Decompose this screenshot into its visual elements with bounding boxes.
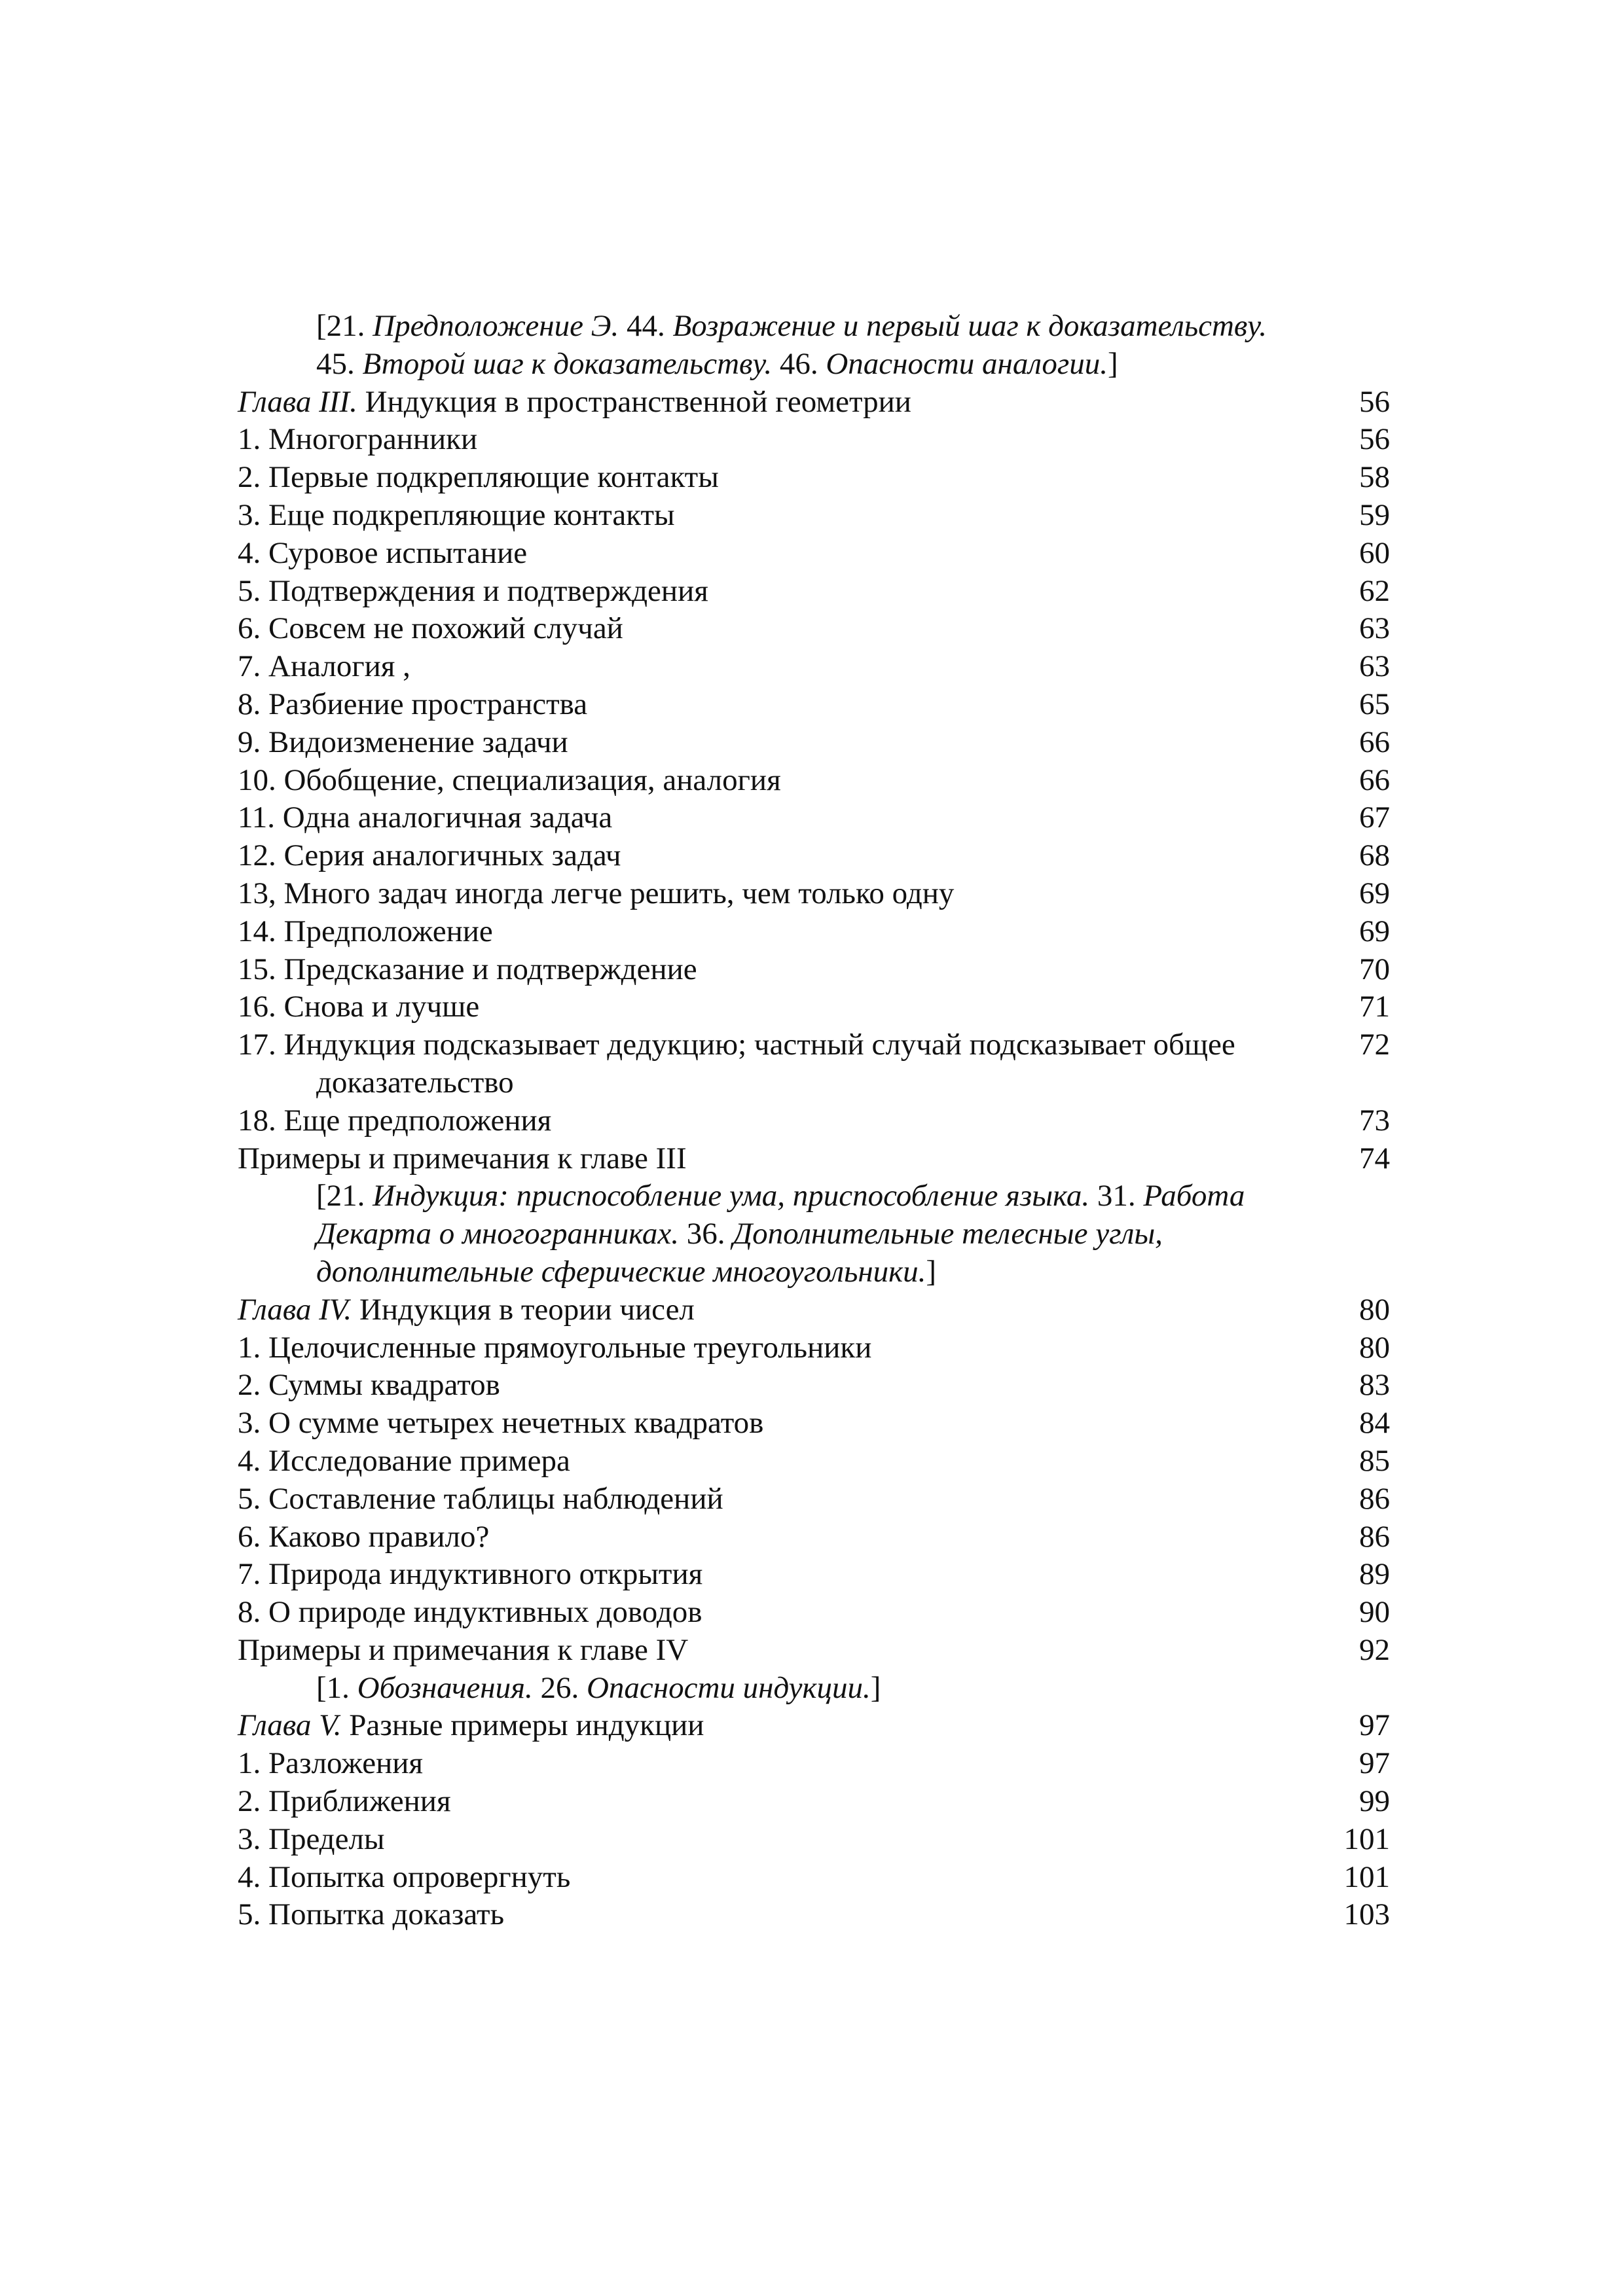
entry-title: 16. Снова и лучше: [238, 990, 480, 1024]
entry-title: 8. О природе индуктивных доводов: [238, 1595, 702, 1630]
entry-title: 5. Подтверждения и подтверждения: [238, 573, 708, 608]
entry-title: 1. Разложения: [238, 1746, 423, 1781]
page-number: 66: [1359, 725, 1390, 759]
page-number: 56: [1359, 422, 1390, 457]
chapter-name: Индукция в пространственной геометрии: [357, 384, 911, 419]
chapter-prefix: Глава III.: [238, 384, 357, 419]
page-number: 63: [1359, 611, 1390, 646]
toc-entry: [238, 1745, 1390, 1783]
entry-title: 1. Целочисленные прямоугольные треугольники: [238, 1330, 872, 1365]
chapter-5-heading: [238, 1707, 1390, 1745]
entry-title: 3. О сумме четырех нечетных квадратов: [238, 1406, 764, 1441]
entry-title: 5. Попытка доказать: [238, 1897, 505, 1932]
toc-entry: [238, 535, 1390, 573]
page-number: 99: [1359, 1784, 1390, 1819]
entry-title: 6. Каково правило?: [238, 1519, 490, 1554]
toc-entry: [238, 459, 1390, 497]
toc-entry: [238, 1594, 1390, 1632]
page-number: 63: [1359, 649, 1390, 684]
chapter-3-notes: [238, 1177, 1272, 1291]
note-text: ]: [1107, 346, 1118, 381]
page-number: 83: [1359, 1368, 1390, 1403]
page-number: 73: [1359, 1103, 1390, 1138]
toc-entry: [238, 988, 1390, 1026]
entry-title: 14. Предположение: [238, 914, 493, 948]
page-number: 89: [1359, 1557, 1390, 1592]
entry-title: 7. Природа индуктивного открытия: [238, 1557, 703, 1592]
page-number: 58: [1359, 460, 1390, 495]
chapter-prefix: Глава IV.: [238, 1292, 352, 1327]
chapter-4-notes: [238, 1670, 1272, 1708]
entry-title: 7. Аналогия ,: [238, 649, 410, 684]
chapter-title: [238, 1707, 1213, 1745]
toc-entry: [238, 1859, 1390, 1897]
page-number: 103: [1343, 1897, 1390, 1932]
toc-entry: [238, 875, 1390, 913]
entry-title: 6. Совсем не похожий случай: [238, 611, 623, 646]
toc-entry: [238, 421, 1390, 459]
entry-title: 4. Суровое испытание: [238, 535, 528, 570]
note-italic: Дополнительные телесные углы, дополнительные сферические многоугольники.: [316, 1217, 1163, 1289]
entry-title: 10. Обобщение, специализация, аналогия: [238, 762, 781, 797]
note-italic: Опасности аналогии.: [826, 346, 1108, 381]
entry-title: 4. Попытка опровергнуть: [238, 1859, 571, 1894]
chapter-name: Индукция в теории чисел: [352, 1292, 695, 1327]
note-text: ]: [926, 1254, 937, 1289]
page-number: 69: [1359, 876, 1390, 910]
page-number: 60: [1359, 535, 1390, 570]
chapter-prefix: Глава V.: [238, 1708, 342, 1743]
note-text: 45.: [316, 346, 363, 381]
entry-title: 1. Многогранники: [238, 422, 478, 457]
toc-entry: [238, 1329, 1390, 1367]
toc-entry: [238, 951, 1390, 989]
page-number: 101: [1343, 1859, 1390, 1894]
entry-title: 2. Приближения: [238, 1784, 451, 1819]
toc-entry: [238, 837, 1390, 875]
page-number: 86: [1359, 1519, 1390, 1554]
note-text: 36.: [679, 1217, 733, 1251]
note-italic: Предположение Э.: [373, 309, 619, 343]
page-number: 80: [1359, 1330, 1390, 1365]
entry-title: Примеры и примечания к главе IV: [238, 1632, 689, 1667]
page-number: 71: [1359, 990, 1390, 1024]
toc-entry: [238, 1480, 1390, 1518]
examples-chapter-4: [238, 1632, 1390, 1670]
toc-entry: [238, 724, 1390, 762]
toc-entry: [238, 1896, 1390, 1934]
page-number: 68: [1359, 838, 1390, 873]
chapter-name: Разные примеры индукции: [341, 1708, 704, 1743]
toc-entry: [238, 1367, 1390, 1405]
entry-title: 3. Пределы: [238, 1821, 385, 1856]
page-number: 70: [1359, 952, 1390, 986]
note-italic: Индукция: приспособление ума, приспособление языка.: [373, 1179, 1090, 1213]
page-number: 90: [1359, 1595, 1390, 1630]
page-number: 69: [1359, 914, 1390, 948]
note-italic: Опасности индукции.: [586, 1670, 871, 1705]
toc-entry: [238, 1443, 1390, 1480]
note-italic: Возражение и первый шаг к доказательству.: [672, 309, 1267, 343]
page-number: 86: [1359, 1481, 1390, 1516]
page-number: 72: [1359, 1028, 1390, 1062]
page-number: 74: [1359, 1141, 1390, 1175]
toc-entry: [238, 1821, 1390, 1859]
entry-title: 13, Много задач иногда легче решить, чем только одну: [238, 876, 955, 910]
page-number: 59: [1359, 497, 1390, 532]
toc-entry: [238, 762, 1390, 800]
entry-title: Примеры и примечания к главе III: [238, 1141, 687, 1175]
chapter-4-heading: [238, 1291, 1390, 1329]
toc-entry: [238, 573, 1390, 611]
note-text: 26.: [532, 1670, 587, 1705]
page-number: 97: [1359, 1708, 1390, 1743]
note-text: ]: [870, 1670, 881, 1705]
chapter-2-notes: [238, 308, 1272, 384]
note-text: [21.: [316, 309, 373, 343]
entry-title: 3. Еще подкрепляющие контакты: [238, 497, 675, 532]
page-number: 56: [1359, 384, 1390, 419]
toc-entry: [238, 1556, 1390, 1594]
toc-entry: [238, 497, 1390, 535]
page-number: 92: [1359, 1632, 1390, 1667]
page-number: 62: [1359, 573, 1390, 608]
page-number: 66: [1359, 762, 1390, 797]
note-text: [21.: [316, 1179, 373, 1213]
note-text: 44.: [619, 309, 673, 343]
page-number: 85: [1359, 1443, 1390, 1478]
note-italic: Обозначения.: [357, 1670, 533, 1705]
page-number: 84: [1359, 1406, 1390, 1441]
table-of-contents: [238, 308, 1390, 1934]
entry-title: 4. Исследование примера: [238, 1443, 570, 1478]
entry-title: 11. Одна аналогичная задача: [238, 800, 613, 835]
chapter-title: [238, 1291, 1213, 1329]
examples-chapter-3: [238, 1140, 1390, 1178]
toc-entry: [238, 913, 1390, 951]
entry-title: 18. Еще предположения: [238, 1103, 552, 1138]
entry-title: 2. Первые подкрепляющие контакты: [238, 460, 719, 495]
entry-title: 17. Индукция подсказывает дедукцию; частный случай подсказывает общее доказательство: [238, 1028, 1235, 1100]
toc-entry: [238, 1405, 1390, 1443]
entry-title: 5. Составление таблицы наблюдений: [238, 1481, 723, 1516]
toc-entry: [238, 686, 1390, 724]
entry-title: 9. Видоизменение задачи: [238, 725, 568, 759]
entry-title: 2. Суммы квадратов: [238, 1368, 500, 1403]
toc-entry: [238, 1026, 1390, 1102]
page-number: 67: [1359, 800, 1390, 835]
entry-title: 12. Серия аналогичных задач: [238, 838, 621, 873]
page-number: 97: [1359, 1746, 1390, 1781]
chapter-title: [238, 384, 1213, 422]
toc-entry: [238, 610, 1390, 648]
toc-entry: [238, 648, 1390, 686]
toc-entry: [238, 799, 1390, 837]
page-number: 65: [1359, 687, 1390, 721]
page-number: 101: [1343, 1821, 1390, 1856]
note-text: 46.: [772, 346, 826, 381]
note-italic: Работа Декарта о многогранниках.: [316, 1179, 1245, 1251]
chapter-3-heading: [238, 384, 1390, 422]
page-number: 80: [1359, 1292, 1390, 1327]
toc-entry: [238, 1102, 1390, 1140]
note-text: 31.: [1089, 1179, 1144, 1213]
toc-entry: [238, 1783, 1390, 1821]
toc-entry: [238, 1518, 1390, 1556]
note-text: [1.: [316, 1670, 357, 1705]
entry-title: 8. Разбиение пространства: [238, 687, 588, 721]
note-italic: Второй шаг к доказательству.: [362, 346, 773, 381]
entry-title: 15. Предсказание и подтверждение: [238, 952, 697, 986]
